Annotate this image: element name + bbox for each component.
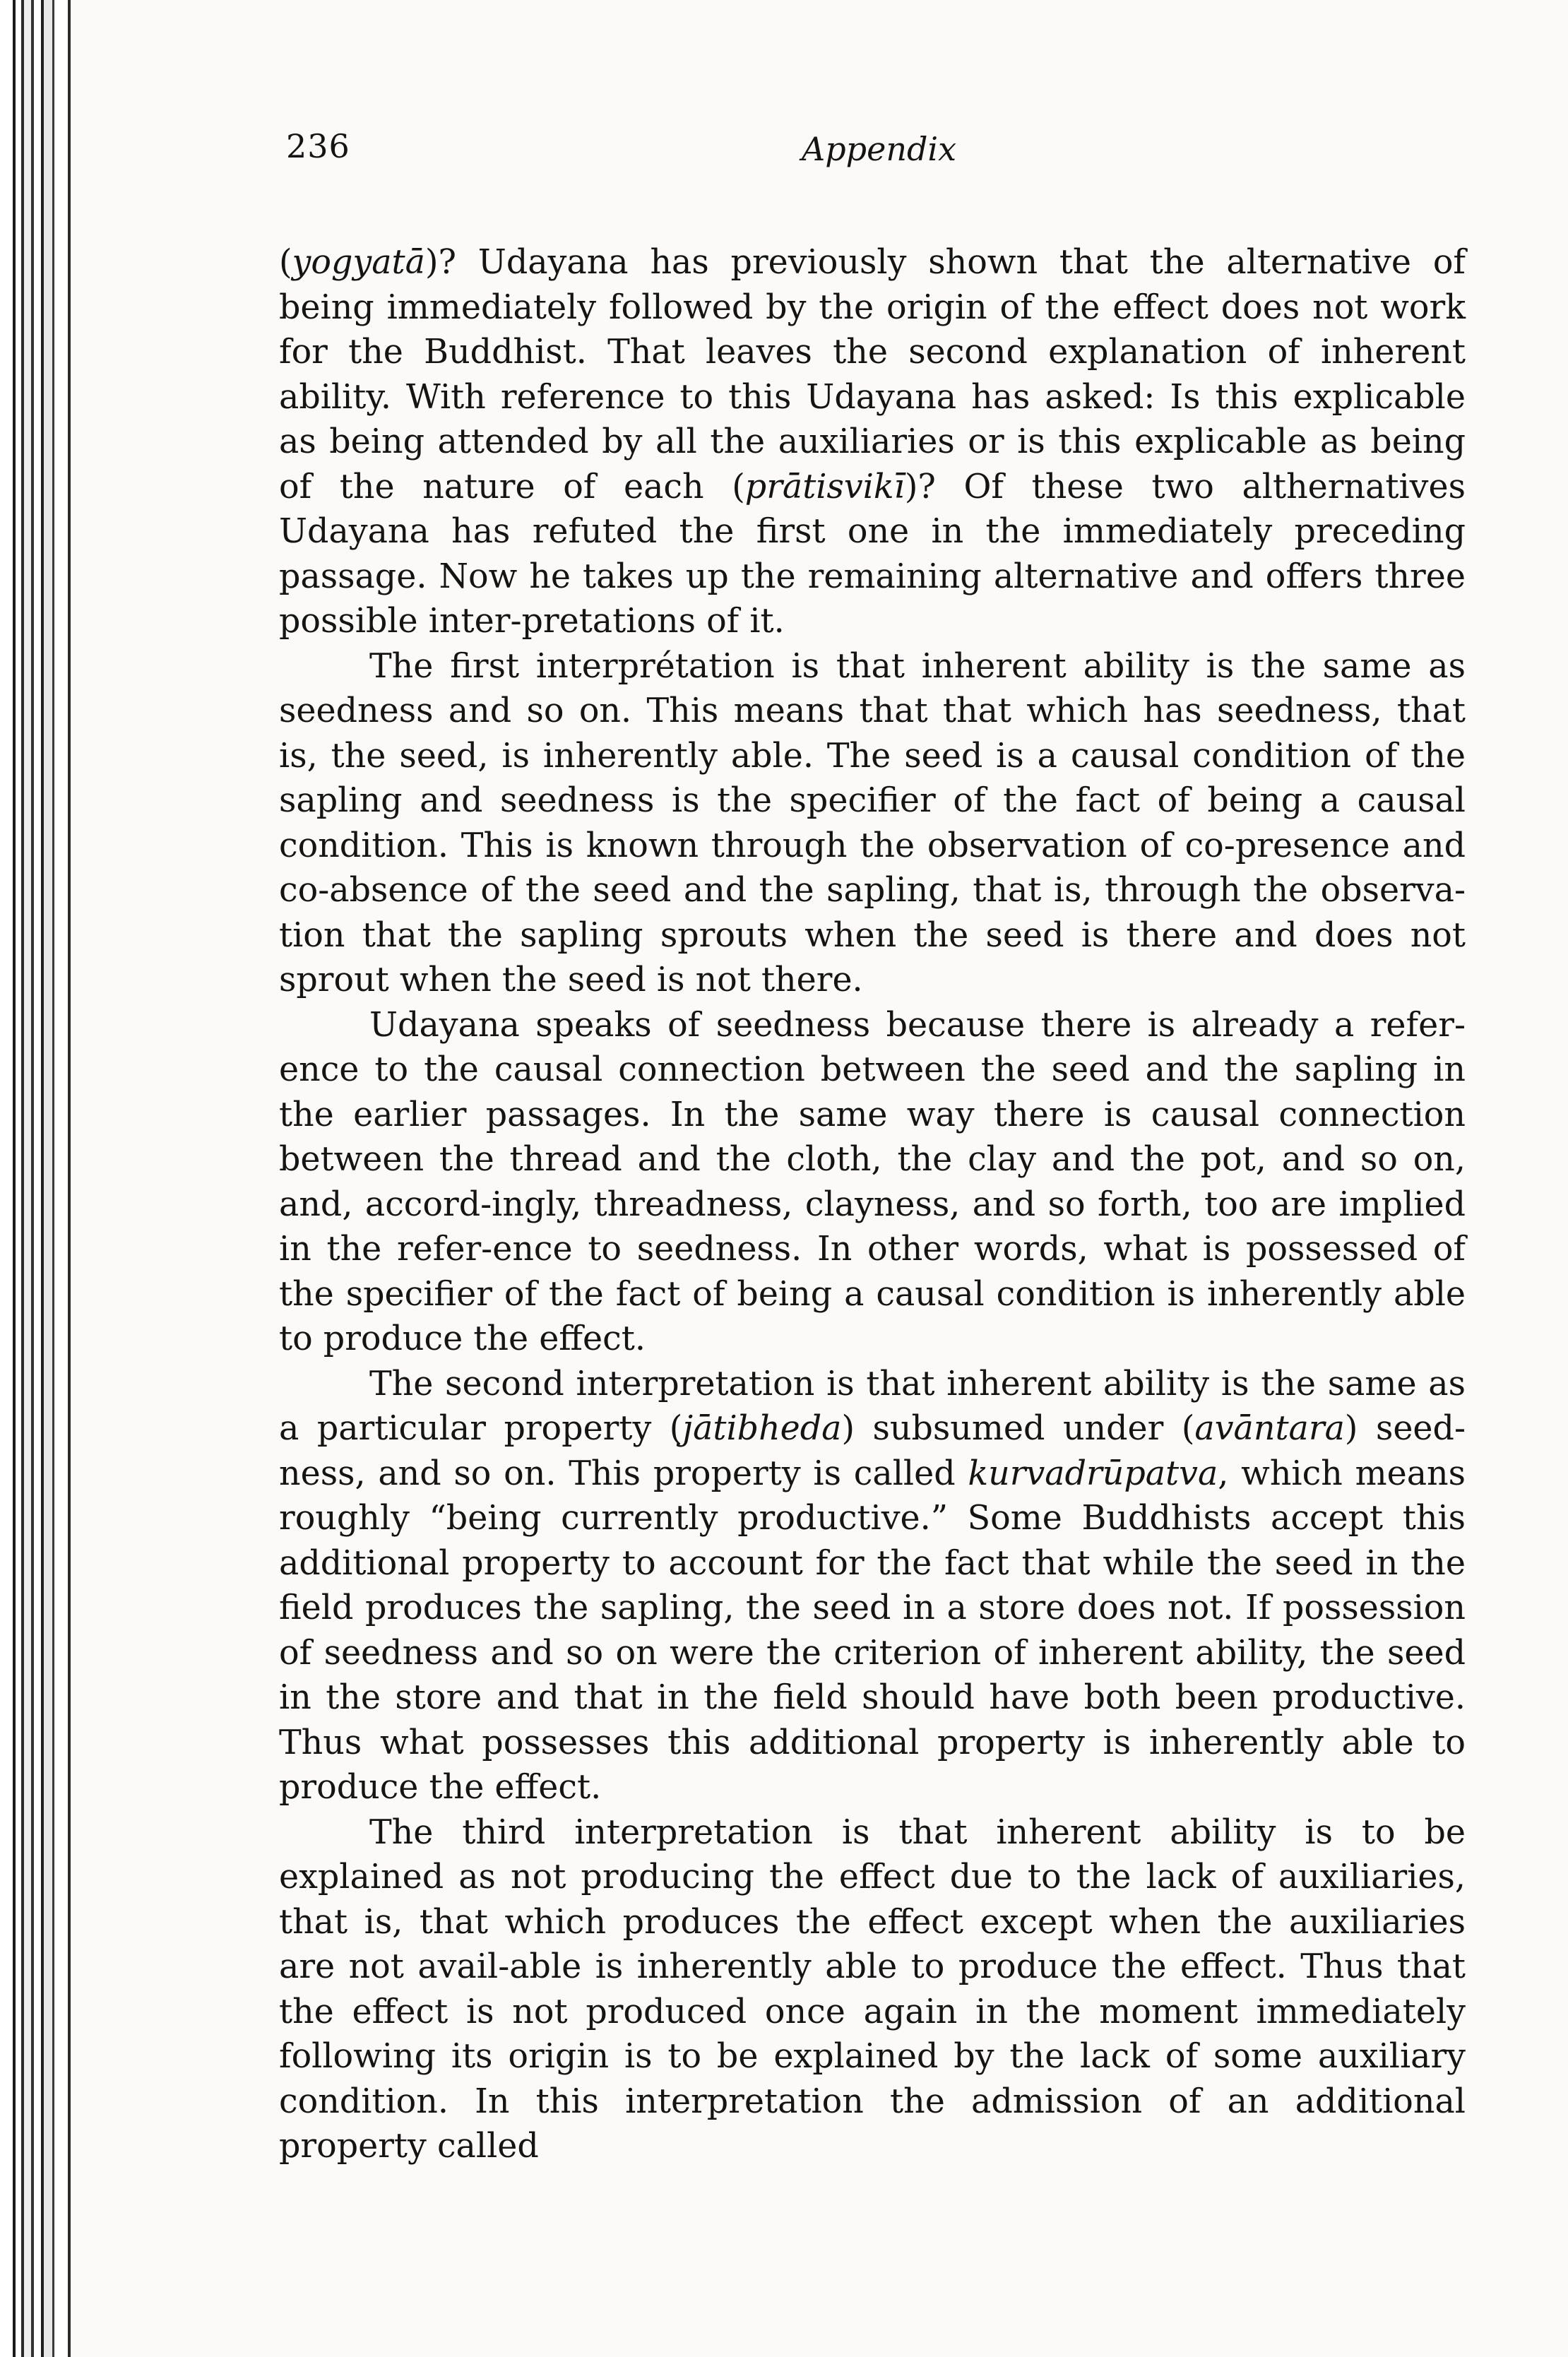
page-number: 236 (286, 127, 350, 165)
running-head (286, 127, 1427, 177)
paragraph-1: (yogyatā)? Udayana has previously shown that the alternative of being immediately followed by the origin of the effect does not work for the Buddhist. That leaves the second explanation of inherent ability. With reference to this Udayana has asked: Is this explicable as being attended by all the auxiliaries or is this explicable as being of the nature of each (prātisvikī)? Of these two althernatives Udayana has refuted the first one in the immediately preceding passage. Now he takes up the remaining alternative and offers three possible inter-pretations of it. (279, 243, 1466, 641)
text-body (279, 240, 1466, 2169)
paragraph-4: The second interpretation is that inherent ability is the same as a particular property (jātibheda) subsumed under (avāntara) seed-ness, and so on. This property is called kurvadrūpatva, which means roughly “being currently productive.” Some Buddhists accept this additional property to account for the fact that while the seed in the field produces the sapling, the seed in a store does not. If possession of seedness and so on were the criterion of inherent ability, the seed in the store and that in the field should have both been productive. Thus what possesses this additional property is inherently able to produce the effect. (279, 1364, 1466, 1807)
paragraph-3: Udayana speaks of seedness because there is already a refer-ence to the causal connection between the seed and the sapling in the earlier passages. In the same way there is causal connection between the thread and the cloth, the clay and the pot, and so on, and, accord-ingly, threadness, clayness, and so forth, too are implied in the refer-ence to seedness. In other words, what is possessed of the specifier of the fact of being a causal condition is inherently able to produce the effect. (279, 1005, 1466, 1358)
foreign-term: prātisvikī (744, 467, 905, 506)
section-title: Appendix (802, 130, 957, 168)
paragraph-5: The third interpretation is that inherent ability is to be explained as not producing the effect due to the lack of auxiliaries, that is, that which produces the effect except when the auxiliaries are not avail-able is inherently able to produce the effect. Thus that the effect is not produced once again in the moment immediately following its origin is to be explained by the lack of some auxiliary condition. In this interpretation the admission of an additional property called (279, 1812, 1466, 2166)
foreign-term: yogyatā (292, 243, 425, 282)
foreign-term: kurvadrūpatva (968, 1454, 1218, 1493)
foreign-term: jātibheda (682, 1409, 842, 1448)
foreign-term: avāntara (1194, 1409, 1345, 1448)
paragraph-2: The first interprétation is that inherent ability is the same as seedness and so on. This means that that which has seedness, that is, the seed, is inherently able. The seed is a causal condition of the sapling and seedness is the specifier of the fact of being a causal condition. This is known through the observation of co-presence and co-absence of the seed and the sapling, that is, through the observa-tion that the sapling sprouts when the seed is there and does not sprout when the seed is not there. (279, 646, 1466, 999)
book-binding-edge (0, 0, 99, 2357)
